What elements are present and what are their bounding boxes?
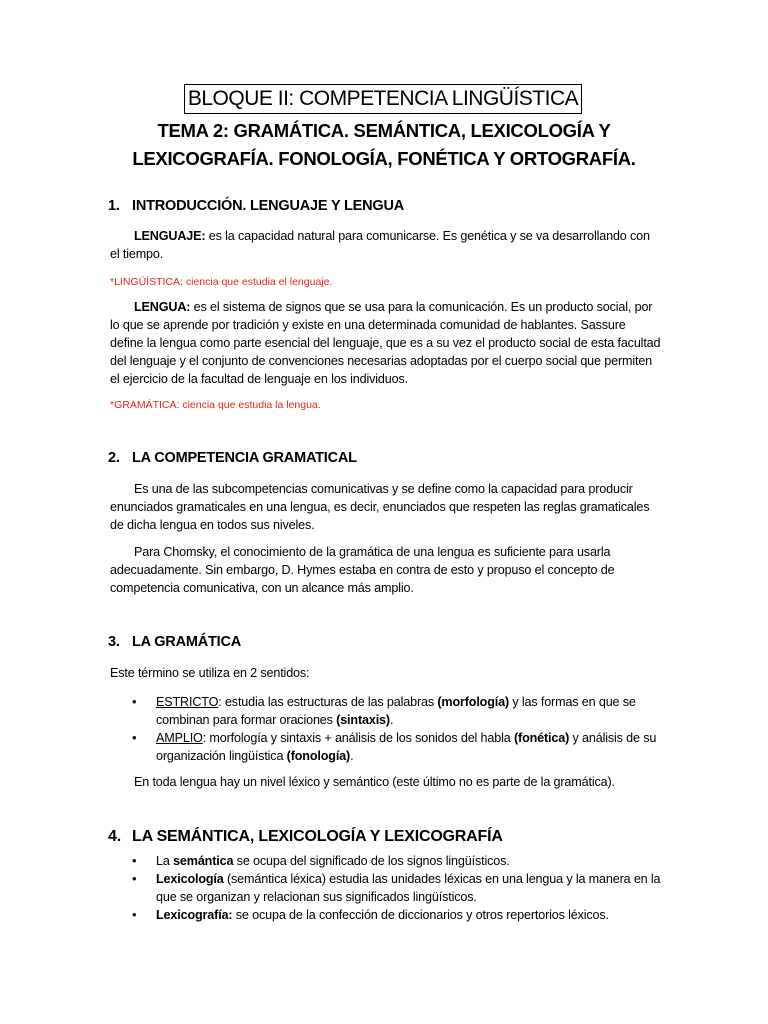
- block-title: BLOQUE II: COMPETENCIA LINGÜÍSTICA: [184, 84, 582, 114]
- section-2-number: 2.: [108, 450, 120, 466]
- section-4-title: LA SEMÁNTICA, LEXICOLOGÍA Y LEXICOGRAFÍA: [132, 828, 503, 845]
- morfologia-term: (morfología): [437, 695, 510, 709]
- list-item-estricto: [110, 693, 662, 729]
- tema-title: [60, 117, 708, 173]
- semantica-term: semántica: [173, 854, 234, 868]
- section-4-number: 4.: [108, 828, 121, 845]
- semantica-definition: se ocupa del significado de los signos lingüísticos.: [233, 854, 510, 868]
- bullet-icon: •: [132, 871, 137, 886]
- lexicografia-definition: se ocupa de la confección de diccionarios y otros repertorios léxicos.: [232, 908, 609, 922]
- estricto-term: ESTRICTO: [156, 695, 219, 709]
- lenguaje-paragraph: [110, 227, 662, 263]
- lengua-definition: es el sistema de signos que se usa para la comunicación. Es un producto social, por lo que se aprende por tradición y existe en una determinada comunidad de hablantes. Sassure define la lengua como parte esencial del lenguaje, que es a su vez el producto social de esta facultad del lenguaje y el conjunto de convenciones necesarias adoptadas por el cuerpo social que permiten el ejercicio de la facultad de lenguaje en los individuos.: [110, 300, 661, 386]
- section-1-number: 1.: [108, 198, 120, 214]
- section-2-title: LA COMPETENCIA GRAMATICAL: [132, 450, 357, 466]
- lexicologia-term: Lexicología: [156, 872, 224, 886]
- lexicologia-definition: (semántica léxica) estudia las unidades léxicas en una lengua y la manera en la que se organizan y relacionan sus significados lingüísticos.: [156, 872, 661, 904]
- amplio-text-2: y análisis de su organización lingüística: [156, 731, 657, 763]
- section-4-heading: [108, 828, 503, 846]
- lenguaje-term: LENGUAJE:: [134, 229, 206, 243]
- amplio-text-3: .: [350, 749, 354, 763]
- tema-title-line-2: LEXICOGRAFÍA. FONOLOGÍA, FONÉTICA Y ORTOGRAFÍA.: [132, 148, 636, 169]
- list-item-amplio: [110, 729, 662, 765]
- estricto-text-3: .: [389, 713, 394, 727]
- linguistica-note: *LINGÜÍSTICA: ciencia que estudia el lenguaje.: [110, 276, 333, 288]
- section-3-heading: [108, 634, 241, 650]
- lengua-term: LENGUA:: [134, 300, 191, 314]
- tema-title-line-1: TEMA 2: GRAMÁTICA. SEMÁNTICA, LEXICOLOGÍA Y: [157, 120, 611, 141]
- section-1-title: INTRODUCCIÓN. LENGUAJE Y LENGUA: [132, 198, 405, 214]
- gramatica-closing: En toda lengua hay un nivel léxico y semántico (este último no es parte de la gramática).: [134, 775, 615, 789]
- gramatica-note: *GRAMÁTICA: ciencia que estudia la lengua.: [110, 399, 321, 411]
- list-item-lexicografia: [110, 906, 662, 924]
- lenguaje-definition: es la capacidad natural para comunicarse. Es genética y se va desarrollando con el tiempo.: [110, 229, 650, 261]
- section-2-heading: [108, 450, 357, 466]
- section-1-heading: [108, 198, 404, 214]
- amplio-text-1: : morfología y sintaxis + análisis de los sonidos del habla: [202, 731, 514, 745]
- bullet-icon: •: [132, 730, 137, 745]
- lexicografia-term: Lexicografía:: [156, 908, 233, 922]
- bullet-icon: •: [132, 694, 137, 709]
- competencia-paragraph-1: Es una de las subcompetencias comunicativas y se define como la capacidad para producir enunciados gramaticales en una lengua, es decir, enunciados que respeten las reglas gramaticales de dicha lengua en todos sus niveles.: [110, 482, 650, 532]
- competencia-paragraph-2: Para Chomsky, el conocimiento de la gramática de una lengua es suficiente para usarla adecuadamente. Sin embargo, D. Hymes estaba en contra de esto y propuso el concepto de competencia comunicativa, con un alcance más amplio.: [110, 545, 615, 595]
- fonologia-term: (fonología): [286, 749, 351, 763]
- bullet-icon: •: [132, 907, 137, 922]
- sintaxis-term: (sintaxis): [336, 713, 390, 727]
- fonetica-term: (fonética): [513, 731, 570, 745]
- gramatica-senses-list: [110, 693, 662, 765]
- amplio-term: AMPLIO: [156, 731, 203, 745]
- estricto-text-1: : estudia las estructuras de las palabras: [218, 695, 438, 709]
- bullet-icon: •: [132, 853, 137, 868]
- semantica-list: [110, 852, 662, 924]
- lengua-paragraph: [110, 298, 662, 388]
- list-item-lexicologia: [110, 870, 662, 906]
- section-3-title: LA GRAMÁTICA: [132, 634, 242, 650]
- gramatica-intro: Este término se utiliza en 2 sentidos:: [110, 666, 310, 680]
- section-3-number: 3.: [108, 634, 120, 650]
- list-item-semantica: [110, 852, 662, 870]
- semantica-prefix: La: [156, 854, 174, 868]
- estricto-text-2: y las formas en que se combinan para formar oraciones: [156, 695, 636, 727]
